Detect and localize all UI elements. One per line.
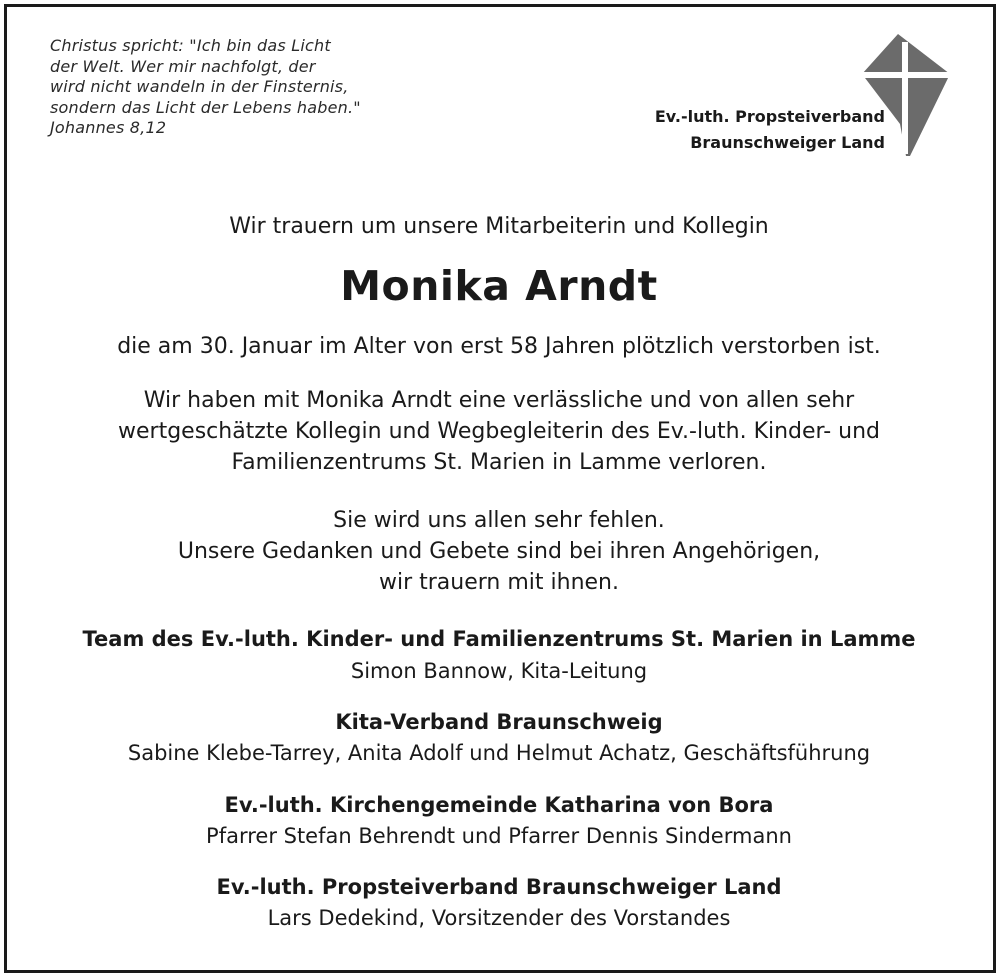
tribute-line: wertgeschätzte Kollegin und Wegbegleiterin des Ev.-luth. Kinder- und <box>118 419 880 444</box>
organization-name <box>655 104 885 156</box>
organization-line: Braunschweiger Land <box>690 133 885 152</box>
signatory-title: Ev.-luth. Kirchengemeinde Katharina von Bora <box>224 793 774 817</box>
signatory-names: Lars Dedekind, Vorsitzender des Vorstandes <box>267 906 731 930</box>
tribute-line: Familienzentrums St. Marien in Lamme verloren. <box>231 450 767 475</box>
condolence-paragraph <box>8 505 990 598</box>
tribute-line: Wir haben mit Monika Arndt eine verlässliche und von allen sehr <box>143 388 855 413</box>
quote-line: wird nicht wandeln in der Finsternis, <box>50 77 349 96</box>
condolence-line: Sie wird uns allen sehr fehlen. <box>333 508 665 533</box>
death-line: die am 30. Januar im Alter von erst 58 Jahren plötzlich verstorben ist. <box>117 334 881 359</box>
organization-line: Ev.-luth. Propsteiverband <box>654 107 885 126</box>
signatory-title: Ev.-luth. Propsteiverband Braunschweiger Land <box>216 875 782 899</box>
cross-arrow-logo-icon <box>862 34 952 158</box>
signatory-title: Kita-Verband Braunschweig <box>335 710 663 734</box>
quote-reference: Johannes 8,12 <box>50 118 167 137</box>
quote-line: sondern das Licht der Lebens haben." <box>50 97 361 117</box>
deceased-name: Monika Arndt <box>340 262 658 310</box>
condolence-line: Unsere Gedanken und Gebete sind bei ihren Angehörigen, <box>177 539 821 564</box>
signatory-names: Simon Bannow, Kita-Leitung <box>350 659 648 683</box>
bible-quote <box>50 36 361 139</box>
signatory-names: Sabine Klebe-Tarrey, Anita Adolf und Helmut Achatz, Geschäftsführung <box>127 741 871 765</box>
intro-line: Wir trauern um unsere Mitarbeiterin und Kollegin <box>229 214 769 239</box>
quote-line: der Welt. Wer mir nachfolgt, der <box>50 56 316 76</box>
signatory-names: Pfarrer Stefan Behrendt und Pfarrer Dennis Sindermann <box>206 824 792 848</box>
quote-line: Christus spricht: "Ich bin das Licht <box>50 36 331 55</box>
condolence-line: wir trauern mit ihnen. <box>378 570 619 595</box>
tribute-paragraph <box>8 385 990 478</box>
signatory-title: Team des Ev.-luth. Kinder- und Familienzentrums St. Marien in Lamme <box>82 627 916 651</box>
